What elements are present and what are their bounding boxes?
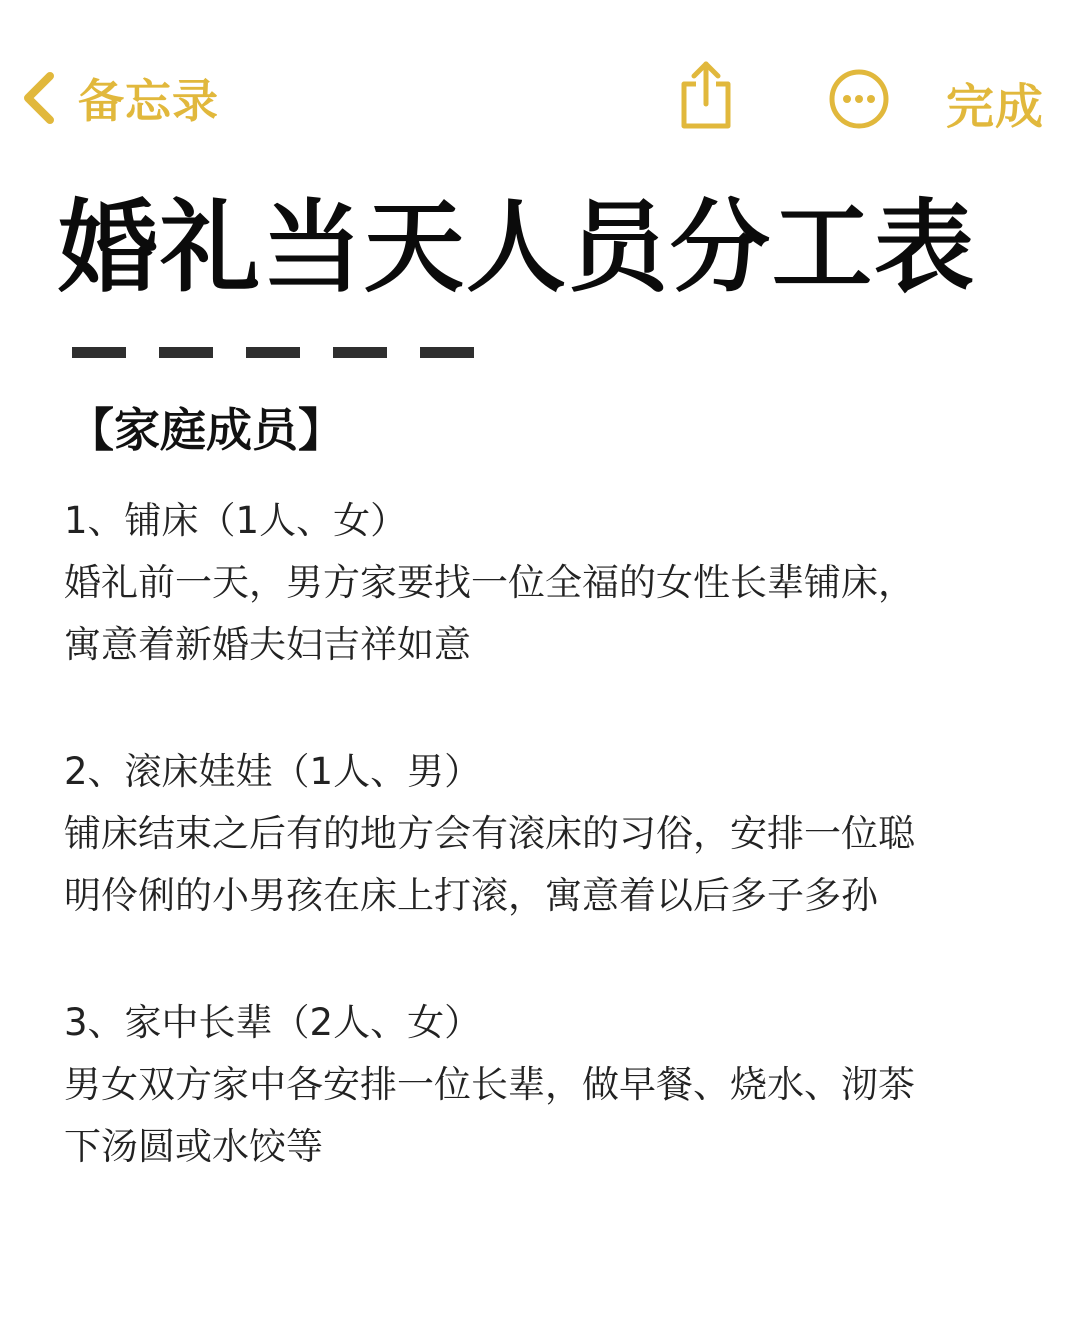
item-heading: 3、家中长辈（2人、女） <box>64 1001 482 1044</box>
divider-dash <box>159 347 213 358</box>
more-options-button[interactable] <box>828 68 890 130</box>
section-heading: 【家庭成员】 <box>68 403 344 457</box>
back-button[interactable] <box>20 68 219 128</box>
item-text-line: 男女双方家中各安排一位长辈，做早餐、烧水、沏茶 <box>64 1063 915 1106</box>
item-text-line: 明伶俐的小男孩在床上打滚，寓意着以后多子多孙 <box>64 874 878 917</box>
navigation-bar <box>0 0 1079 190</box>
note-item <box>64 490 1024 676</box>
item-text-line: 铺床结束之后有的地方会有滚床的习俗，安排一位聪 <box>64 812 915 855</box>
chevron-left-icon <box>20 70 56 126</box>
item-text-line: 婚礼前一天，男方家要找一位全福的女性长辈铺床， <box>64 561 915 604</box>
divider-dash <box>72 347 126 358</box>
done-button[interactable]: 完成 <box>946 79 1045 135</box>
note-item <box>64 741 1024 927</box>
more-icon <box>828 115 890 134</box>
note-item <box>64 992 1024 1178</box>
divider-dash <box>333 347 387 358</box>
divider-dash <box>420 347 474 358</box>
share-icon <box>676 117 736 136</box>
item-heading: 1、铺床（1人、女） <box>64 499 408 542</box>
share-button[interactable] <box>676 58 736 132</box>
item-text-line: 下汤圆或水饺等 <box>64 1125 323 1168</box>
divider-dash <box>246 347 300 358</box>
back-label: 备忘录 <box>78 74 219 128</box>
item-text-line: 寓意着新婚夫妇吉祥如意 <box>64 623 471 666</box>
item-heading: 2、滚床娃娃（1人、男） <box>64 750 482 793</box>
note-title: 婚礼当天人员分工表 <box>58 189 976 306</box>
dashed-divider <box>72 347 474 358</box>
